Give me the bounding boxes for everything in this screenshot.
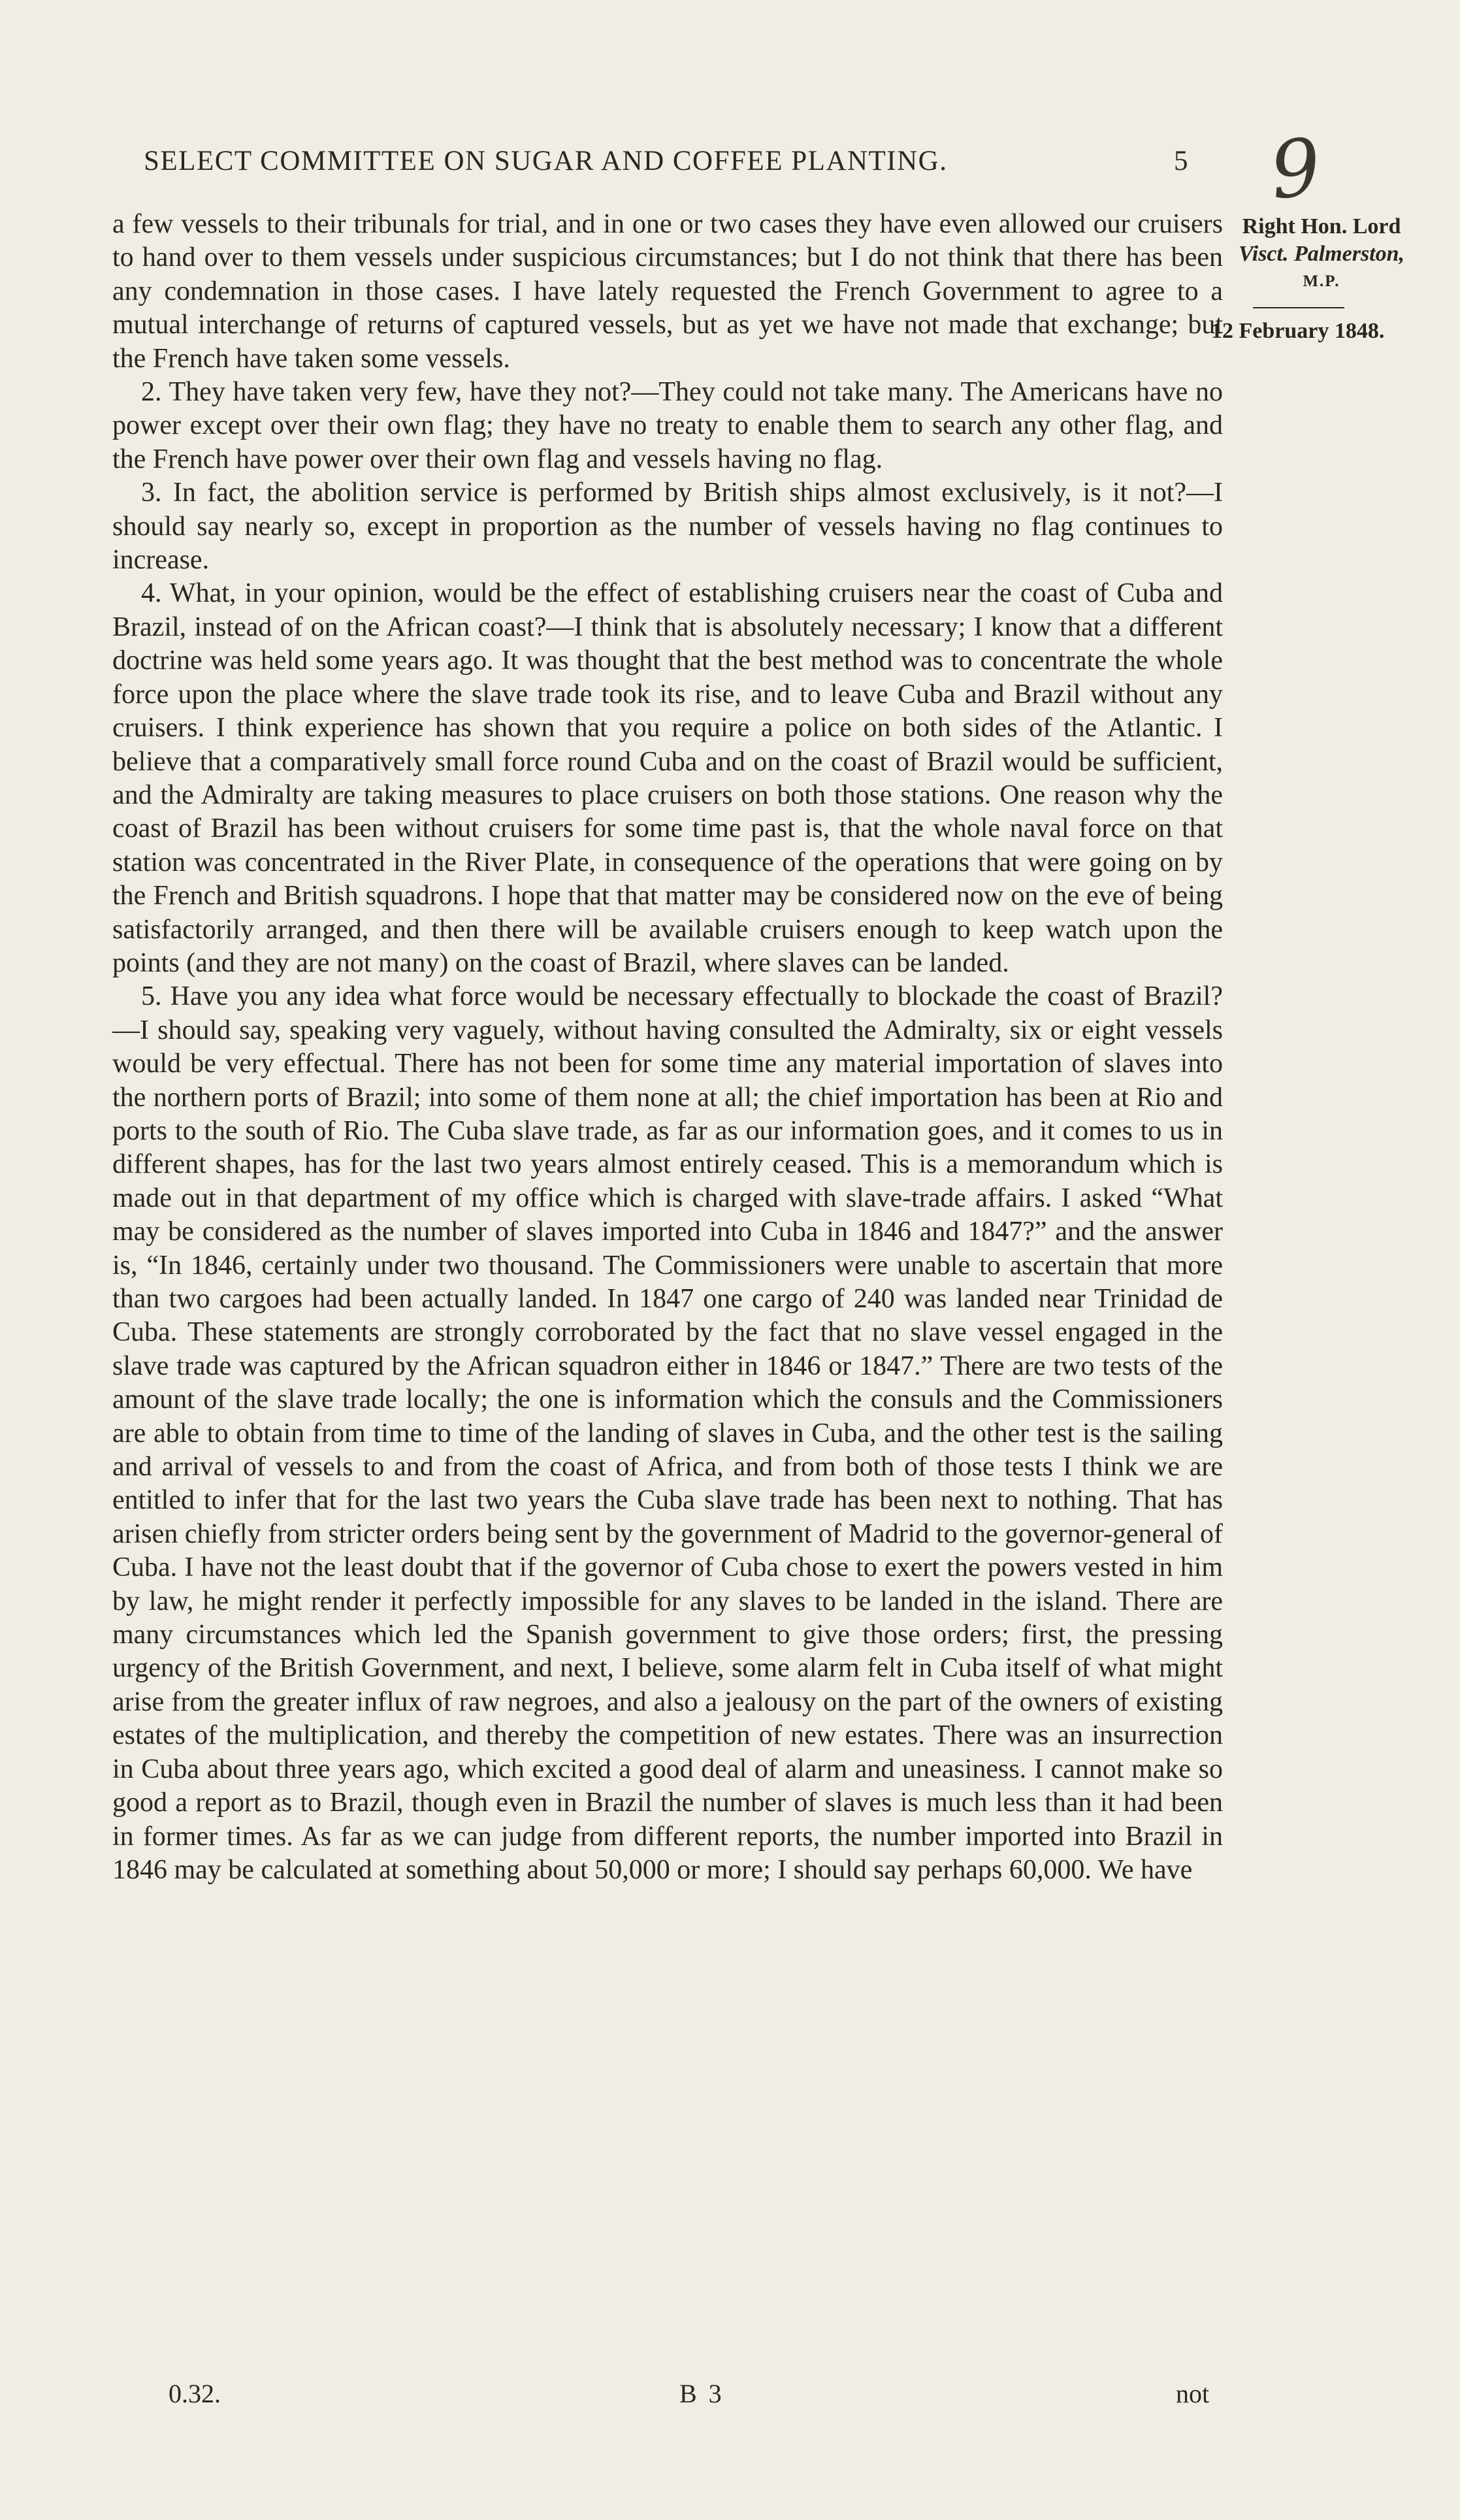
question-5: 5. Have you any idea what force would be necessary effectually to blockade the coast of Brazil?—I should say, speaking very vaguely, without having consulted the Admiralty, six or eight vessels would be very effectual. There has not been for some time any material importation of slaves into the northern ports of Brazil; into some of them none at all; the chief importation has been at Rio and ports to the south of Rio. The Cuba slave trade, as far as our information goes, and it comes to us in different shapes, has for the last two years almost entirely ceased. This is a memorandum which is made out in that department of my office which is charged with slave-trade affairs. I asked “What may be considered as the number of slaves imported into Cuba in 1846 and 1847?” and the answer is, “In 1846, certainly under two thousand. The Commissioners were unable to ascertain that more than two cargoes had been actually landed. In 1847 one cargo of 240 was landed near Trinidad de Cuba. These statements are strongly corroborated by the fact that no slave vessel engaged in the slave trade was captured by the African squadron either in 1846 or 1847.” There are two tests of the amount of the slave trade locally; the one is information which the consuls and the Commissioners are able to obtain from time to time of the landing of slaves in Cuba, and the other test is the sailing and arrival of vessels to and from the coast of Africa, and from both of those tests I think we are entitled to infer that for the last two years the Cuba slave trade has been next to nothing. That has arisen chiefly from stricter orders being sent by the government of Madrid to the governor-general of Cuba. I have not the least doubt that if the governor of Cuba chose to exert the powers vested in him by law, he might render it perfectly impossible for any slaves to be landed in the island. There are many circumstances which led the Spanish government to give those orders; first, the pressing urgency of the British Government, and next, I believe, some alarm felt in Cuba itself of what might arise from the greater influx of raw negroes, and also a jealousy on the part of the owners of existing estates of the multiplication, and thereby the competition of new estates. There was an insurrection in Cuba about three years ago, which excited a good deal of alarm and uneasiness. I cannot make so good a report as to Brazil, though even in Brazil the number of slaves is much less than it had been in former times. As far as we can judge from different reports, the number imported into Brazil in 1846 may be calculated at something about 50,000 or more; I should say perhaps 60,000. We have — [112, 981, 1223, 1885]
witness-margin-note — [1211, 213, 1429, 345]
question-4: 4. What, in your opinion, would be the effect of establishing cruisers near the coast of Cuba and Brazil, instead of on the African coast?—I think that is absolutely necessary; I know that a different doctrine was held some years ago. It was thought that the best method was to concentrate the whole force upon the place where the slave trade took its rise, and to leave Cuba and Brazil without any cruisers. I think experience has shown that you require a police on both sides of the Atlantic. I believe that a comparatively small force round Cuba and on the coast of Brazil would be sufficient, and the Admiralty are taking measures to place cruisers on both those stations. One reason why the coast of Brazil has been without cruisers for some time past is, that the whole naval force on that station was concentrated in the River Plate, in consequence of the operations that were going on by the French and British squadrons. I hope that that matter may be considered now on the eve of being satisfactorily arranged, and then there will be available cruisers enough to keep watch upon the points (and they are not many) on the coast of Brazil, where slaves can be landed. — [112, 578, 1223, 978]
witness-name-line1: Right Hon. Lord — [1242, 214, 1401, 238]
footer-signature-mark: B 3 — [679, 2379, 724, 2408]
testimony-date: 12 February 1848. — [1211, 319, 1385, 343]
footer-paper-number: 0.32. — [169, 2379, 221, 2408]
paragraph-continuation: a few vessels to their tribunals for trial, and in one or two cases they have even allowed our cruisers to hand over to them vessels under suspicious circumstances; but I do not think that there has been any condemnation in those cases. I have lately requested the French Government to agree to a mutual interchange of returns of captured vessels, but as yet we have not made that exchange; but the French have taken some vessels. — [112, 209, 1223, 374]
witness-title: M.P. — [1303, 272, 1340, 290]
page-number: 5 — [1174, 146, 1189, 176]
question-2: 2. They have taken very few, have they not?—They could not take many. The Americans have no power except over their own flag; they have no treaty to enable them to search any other flag, and the French have power over their own flag and vessels having no flag. — [112, 377, 1223, 474]
running-header — [144, 145, 1189, 177]
witness-name-line2: Visct. Palmerston, — [1238, 242, 1405, 266]
header-title: SELECT COMMITTEE ON SUGAR AND COFFEE PLANTING. — [144, 146, 948, 176]
testimony-body — [112, 208, 1223, 1887]
pencil-folio-mark: 9 — [1265, 122, 1325, 218]
margin-rule — [1253, 307, 1344, 308]
question-3: 3. In fact, the abolition service is performed by British ships almost exclusively, is it not?—I should say nearly so, except in proportion as the number of vessels having no flag continues to increase. — [112, 478, 1223, 576]
footer-catchword: not — [1176, 2379, 1210, 2408]
